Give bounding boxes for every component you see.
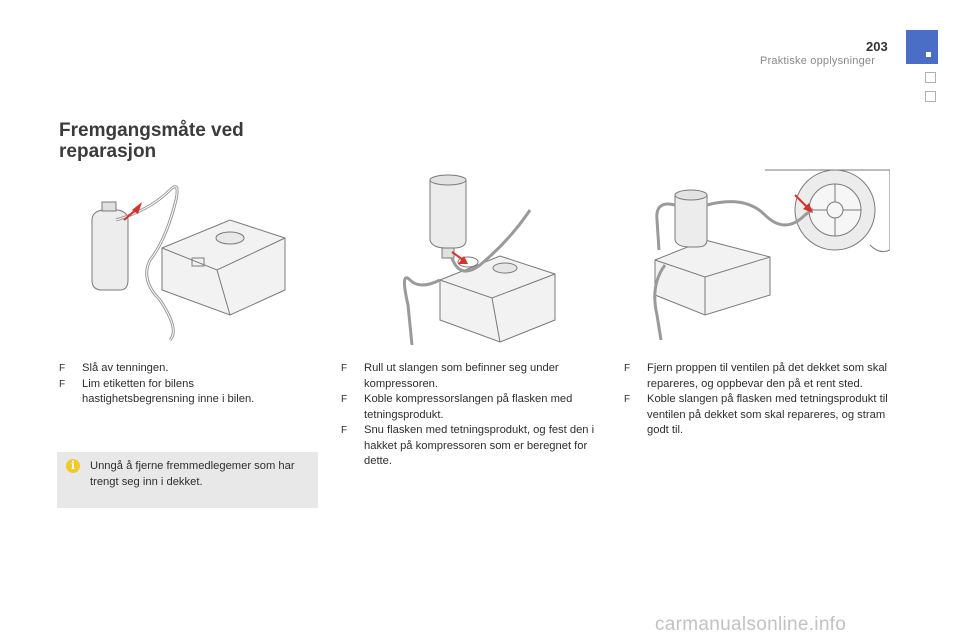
list-item [341,423,601,470]
illustration-connect-hose [80,180,300,345]
instructions-column-2 [341,361,601,470]
list-item [341,392,601,423]
bullet-icon: F [341,394,348,405]
illustration-connect-to-wheel [645,165,890,340]
page-heading-line1: Fremgangsmåte ved [59,120,244,141]
nav-square-icon[interactable] [925,72,936,83]
list-item [341,361,601,392]
page-number: 203 [866,39,888,54]
bullet-icon: F [341,363,348,374]
chapter-tab[interactable] [906,30,938,64]
list-item [624,392,888,439]
page-heading-line2: reparasjon [59,141,157,162]
bullet-icon: F [624,394,631,405]
list-item-text: Snu flasken med tetningsprodukt, og fest den i hakket på kompressoren som er beregnet for dette. [364,424,595,467]
list-item-text: Slå av tenningen. [82,362,169,374]
list-item-text: Fjern proppen til ventilen på det dekket som skal repareres, og oppbevar den på et rent sted. [647,362,888,390]
info-text: Unngå å fjerne fremmedlegemer som har trengt seg inn i dekket. [90,460,295,488]
bullet-icon: F [341,425,348,436]
bullet-icon: F [59,363,66,374]
list-item-text: Rull ut slangen som befinner seg under kompressoren. [364,362,559,390]
list-item [59,377,309,408]
instructions-column-1 [59,361,309,408]
bullet-icon: F [624,363,631,374]
list-item-text: Koble kompressorslangen på flasken med tetningsprodukt. [364,393,573,421]
illustration-bottle-on-compressor [380,170,580,345]
list-item-text: Lim etiketten for bilens hastighetsbegrensning inne i bilen. [82,377,255,405]
instructions-column-3 [624,361,888,439]
list-item [624,361,888,392]
bullet-icon: F [59,378,66,390]
nav-square-icon[interactable] [925,91,936,102]
list-item-text: Koble slangen på flasken med tetningsprodukt til ventilen på dekket som skal repareres, og stram godt til. [647,393,888,436]
tab-marker-icon [926,52,931,57]
info-box [57,452,318,508]
page-heading [59,120,244,162]
list-item [59,361,309,377]
watermark: carmanualsonline.info [655,614,847,635]
info-icon: i [66,459,80,473]
section-title: Praktiske opplysninger [760,55,876,67]
